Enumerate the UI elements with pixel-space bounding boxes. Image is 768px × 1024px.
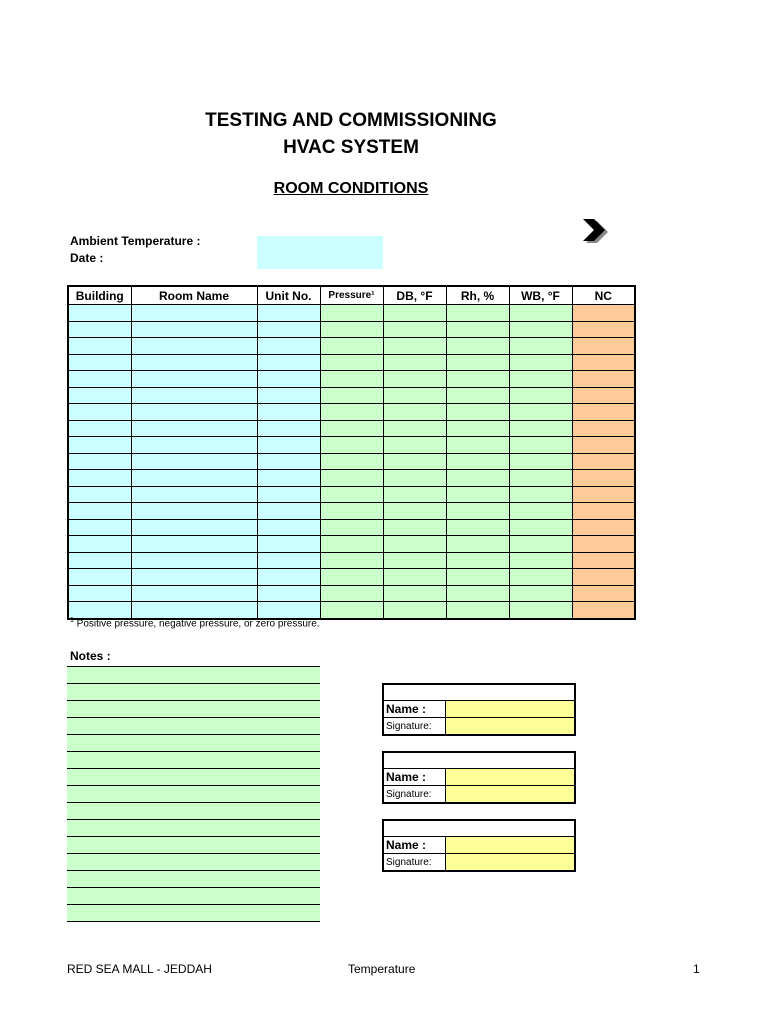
table-cell[interactable] [383, 371, 446, 388]
table-cell[interactable] [320, 354, 383, 371]
notes-line[interactable] [67, 769, 320, 786]
table-cell[interactable] [320, 519, 383, 536]
signature-label: Signature: [384, 786, 446, 802]
footnote: $^1$ Positive pressure, negative pressure, or zero pressure. [70, 617, 320, 630]
table-cell[interactable] [572, 503, 635, 520]
table-row [68, 371, 635, 388]
date-label: Date : [70, 251, 104, 265]
ambient-date-input[interactable] [257, 236, 383, 269]
table-body [68, 305, 635, 619]
table-cell[interactable] [383, 552, 446, 569]
signature-block [382, 819, 576, 872]
table-cell[interactable] [509, 503, 572, 520]
notes-line[interactable] [67, 854, 320, 871]
table-cell[interactable] [257, 305, 320, 322]
table-cell[interactable] [383, 602, 446, 619]
table-cell[interactable] [572, 569, 635, 586]
table-header-row [68, 286, 635, 305]
notes-line[interactable] [67, 820, 320, 837]
table-cell[interactable] [68, 536, 131, 553]
table-cell[interactable] [131, 371, 257, 388]
table-cell[interactable] [383, 404, 446, 421]
table-row [68, 305, 635, 322]
table-cell[interactable] [257, 470, 320, 487]
signature-block [382, 751, 576, 804]
table-cell[interactable] [131, 437, 257, 454]
page-title-line1: TESTING AND COMMISSIONING [205, 110, 497, 131]
page-title-line2: HVAC SYSTEM [283, 137, 419, 158]
table-cell[interactable] [131, 470, 257, 487]
table-cell[interactable] [131, 536, 257, 553]
table-cell[interactable] [446, 585, 509, 602]
table-cell[interactable] [68, 387, 131, 404]
table-cell[interactable] [446, 371, 509, 388]
notes-label: Notes : [70, 649, 111, 663]
table-cell[interactable] [572, 387, 635, 404]
table-row [68, 387, 635, 404]
table-cell[interactable] [257, 519, 320, 536]
table-cell[interactable] [572, 453, 635, 470]
table-cell[interactable] [131, 305, 257, 322]
table-row [68, 420, 635, 437]
table-cell[interactable] [131, 503, 257, 520]
chevron-right-icon[interactable] [580, 217, 614, 247]
notes-line[interactable] [67, 684, 320, 701]
table-cell[interactable] [509, 519, 572, 536]
table-cell[interactable] [131, 602, 257, 619]
table-cell[interactable] [68, 453, 131, 470]
table-cell[interactable] [257, 585, 320, 602]
table-cell[interactable] [320, 536, 383, 553]
name-label: Name : [384, 701, 446, 717]
table-cell[interactable] [572, 404, 635, 421]
table-cell[interactable] [383, 453, 446, 470]
table-cell[interactable] [257, 536, 320, 553]
signature-field[interactable] [446, 718, 574, 734]
table-cell[interactable] [68, 602, 131, 619]
table-cell[interactable] [572, 371, 635, 388]
table-cell[interactable] [572, 552, 635, 569]
table-cell[interactable] [257, 321, 320, 338]
table-cell[interactable] [572, 321, 635, 338]
col-pressure: Pressure¹ [320, 286, 383, 305]
table-cell[interactable] [131, 404, 257, 421]
col-building: Building [68, 286, 131, 305]
table-cell[interactable] [383, 305, 446, 322]
table-cell[interactable] [383, 503, 446, 520]
table-cell[interactable] [572, 536, 635, 553]
table-row [68, 486, 635, 503]
table-cell[interactable] [446, 552, 509, 569]
table-cell[interactable] [572, 585, 635, 602]
table-cell[interactable] [572, 519, 635, 536]
name-field[interactable] [446, 837, 574, 853]
table-row [68, 354, 635, 371]
table-cell[interactable] [68, 569, 131, 586]
table-cell[interactable] [509, 536, 572, 553]
table-row [68, 470, 635, 487]
table-cell[interactable] [383, 387, 446, 404]
name-field[interactable] [446, 701, 574, 717]
table-cell[interactable] [320, 338, 383, 355]
table-cell[interactable] [509, 437, 572, 454]
table-cell[interactable] [572, 305, 635, 322]
table-cell[interactable] [320, 470, 383, 487]
ambient-temperature-label: Ambient Temperature : [70, 234, 201, 248]
name-field[interactable] [446, 769, 574, 785]
table-cell[interactable] [572, 354, 635, 371]
table-cell[interactable] [68, 552, 131, 569]
table-cell[interactable] [68, 354, 131, 371]
table-cell[interactable] [257, 569, 320, 586]
table-cell[interactable] [446, 437, 509, 454]
col-wb: WB, °F [509, 286, 572, 305]
table-cell[interactable] [446, 305, 509, 322]
table-row [68, 453, 635, 470]
table-cell[interactable] [572, 338, 635, 355]
table-cell[interactable] [509, 305, 572, 322]
table-cell[interactable] [446, 569, 509, 586]
table-cell[interactable] [509, 338, 572, 355]
table-cell[interactable] [257, 552, 320, 569]
table-cell[interactable] [572, 420, 635, 437]
signature-field[interactable] [446, 786, 574, 802]
table-cell[interactable] [446, 536, 509, 553]
table-cell[interactable] [509, 404, 572, 421]
table-cell[interactable] [320, 602, 383, 619]
table-cell[interactable] [257, 486, 320, 503]
table-cell[interactable] [383, 338, 446, 355]
table-cell[interactable] [131, 453, 257, 470]
notes-line[interactable] [67, 752, 320, 769]
notes-line[interactable] [67, 666, 320, 684]
col-nc: NC [572, 286, 635, 305]
signature-block [382, 683, 576, 736]
table-cell[interactable] [68, 503, 131, 520]
table-cell[interactable] [446, 404, 509, 421]
table-cell[interactable] [383, 486, 446, 503]
table-row [68, 321, 635, 338]
table-row [68, 536, 635, 553]
notes-line[interactable] [67, 905, 320, 922]
table-row [68, 503, 635, 520]
table-cell[interactable] [68, 519, 131, 536]
table-cell[interactable] [257, 338, 320, 355]
col-rh: Rh, % [446, 286, 509, 305]
table-cell[interactable] [509, 569, 572, 586]
table-cell[interactable] [509, 387, 572, 404]
table-cell[interactable] [446, 486, 509, 503]
table-row [68, 338, 635, 355]
table-row [68, 519, 635, 536]
table-cell[interactable] [572, 470, 635, 487]
notes-line[interactable] [67, 888, 320, 905]
table-cell[interactable] [68, 404, 131, 421]
table-cell[interactable] [257, 453, 320, 470]
notes-line[interactable] [67, 837, 320, 854]
col-db: DB, °F [383, 286, 446, 305]
table-cell[interactable] [383, 470, 446, 487]
notes-line[interactable] [67, 786, 320, 803]
table-cell[interactable] [320, 437, 383, 454]
table-cell[interactable] [446, 453, 509, 470]
table-cell[interactable] [446, 321, 509, 338]
table-cell[interactable] [572, 437, 635, 454]
table-cell[interactable] [257, 420, 320, 437]
table-cell[interactable] [131, 552, 257, 569]
table-cell[interactable] [446, 602, 509, 619]
footer-sheet-name: Temperature [348, 962, 416, 976]
table-cell[interactable] [509, 453, 572, 470]
table-cell[interactable] [257, 371, 320, 388]
col-unit-no: Unit No. [257, 286, 320, 305]
room-conditions-table [67, 285, 636, 620]
table-cell[interactable] [383, 569, 446, 586]
table-row [68, 569, 635, 586]
table-cell[interactable] [509, 486, 572, 503]
table-cell[interactable] [446, 420, 509, 437]
table-cell[interactable] [320, 503, 383, 520]
table-cell[interactable] [446, 470, 509, 487]
table-cell[interactable] [68, 338, 131, 355]
notes-area[interactable] [67, 666, 320, 922]
table-cell[interactable] [68, 437, 131, 454]
table-cell[interactable] [383, 354, 446, 371]
table-cell[interactable] [509, 552, 572, 569]
table-row [68, 552, 635, 569]
table-cell[interactable] [320, 305, 383, 322]
table-cell[interactable] [257, 437, 320, 454]
table-cell[interactable] [383, 536, 446, 553]
table-row [68, 585, 635, 602]
table-cell[interactable] [446, 387, 509, 404]
table-cell[interactable] [383, 321, 446, 338]
table-cell[interactable] [68, 486, 131, 503]
table-cell[interactable] [509, 321, 572, 338]
table-cell[interactable] [320, 387, 383, 404]
table-cell[interactable] [572, 602, 635, 619]
table-cell[interactable] [446, 519, 509, 536]
notes-line[interactable] [67, 701, 320, 718]
table-cell[interactable] [320, 420, 383, 437]
table-cell[interactable] [509, 420, 572, 437]
table-cell[interactable] [68, 321, 131, 338]
table-cell[interactable] [68, 585, 131, 602]
table-cell[interactable] [509, 371, 572, 388]
notes-line[interactable] [67, 735, 320, 752]
table-cell[interactable] [383, 420, 446, 437]
table-cell[interactable] [320, 321, 383, 338]
table-cell[interactable] [572, 486, 635, 503]
table-cell[interactable] [257, 602, 320, 619]
table-cell[interactable] [320, 585, 383, 602]
table-cell[interactable] [68, 420, 131, 437]
notes-line[interactable] [67, 718, 320, 735]
table-cell[interactable] [320, 552, 383, 569]
table-cell[interactable] [446, 354, 509, 371]
table-cell[interactable] [509, 354, 572, 371]
table-cell[interactable] [257, 387, 320, 404]
table-cell[interactable] [320, 371, 383, 388]
table-cell[interactable] [68, 470, 131, 487]
table-cell[interactable] [320, 486, 383, 503]
table-cell[interactable] [509, 602, 572, 619]
table-cell[interactable] [131, 354, 257, 371]
table-cell[interactable] [320, 453, 383, 470]
table-cell[interactable] [131, 321, 257, 338]
table-cell[interactable] [320, 404, 383, 421]
signature-label: Signature: [384, 854, 446, 870]
table-cell[interactable] [131, 519, 257, 536]
table-row [68, 437, 635, 454]
footer-project: RED SEA MALL - JEDDAH [67, 962, 212, 976]
table-row [68, 602, 635, 619]
footer-page-number: 1 [693, 962, 700, 976]
table-cell[interactable] [383, 437, 446, 454]
table-cell[interactable] [383, 585, 446, 602]
table-cell[interactable] [446, 503, 509, 520]
col-room-name: Room Name [131, 286, 257, 305]
signature-field[interactable] [446, 854, 574, 870]
name-label: Name : [384, 837, 446, 853]
table-cell[interactable] [131, 420, 257, 437]
table-cell[interactable] [257, 503, 320, 520]
table-cell[interactable] [257, 354, 320, 371]
table-cell[interactable] [509, 470, 572, 487]
table-cell[interactable] [383, 519, 446, 536]
section-title: ROOM CONDITIONS [273, 180, 429, 197]
table-cell[interactable] [131, 585, 257, 602]
table-cell[interactable] [68, 305, 131, 322]
table-cell[interactable] [446, 338, 509, 355]
table-cell[interactable] [131, 486, 257, 503]
notes-line[interactable] [67, 803, 320, 820]
notes-line[interactable] [67, 871, 320, 888]
table-row [68, 404, 635, 421]
table-cell[interactable] [68, 371, 131, 388]
table-cell[interactable] [320, 569, 383, 586]
signature-label: Signature: [384, 718, 446, 734]
name-label: Name : [384, 769, 446, 785]
table-cell[interactable] [257, 404, 320, 421]
table-cell[interactable] [131, 387, 257, 404]
table-cell[interactable] [131, 338, 257, 355]
table-cell[interactable] [131, 569, 257, 586]
table-cell[interactable] [509, 585, 572, 602]
